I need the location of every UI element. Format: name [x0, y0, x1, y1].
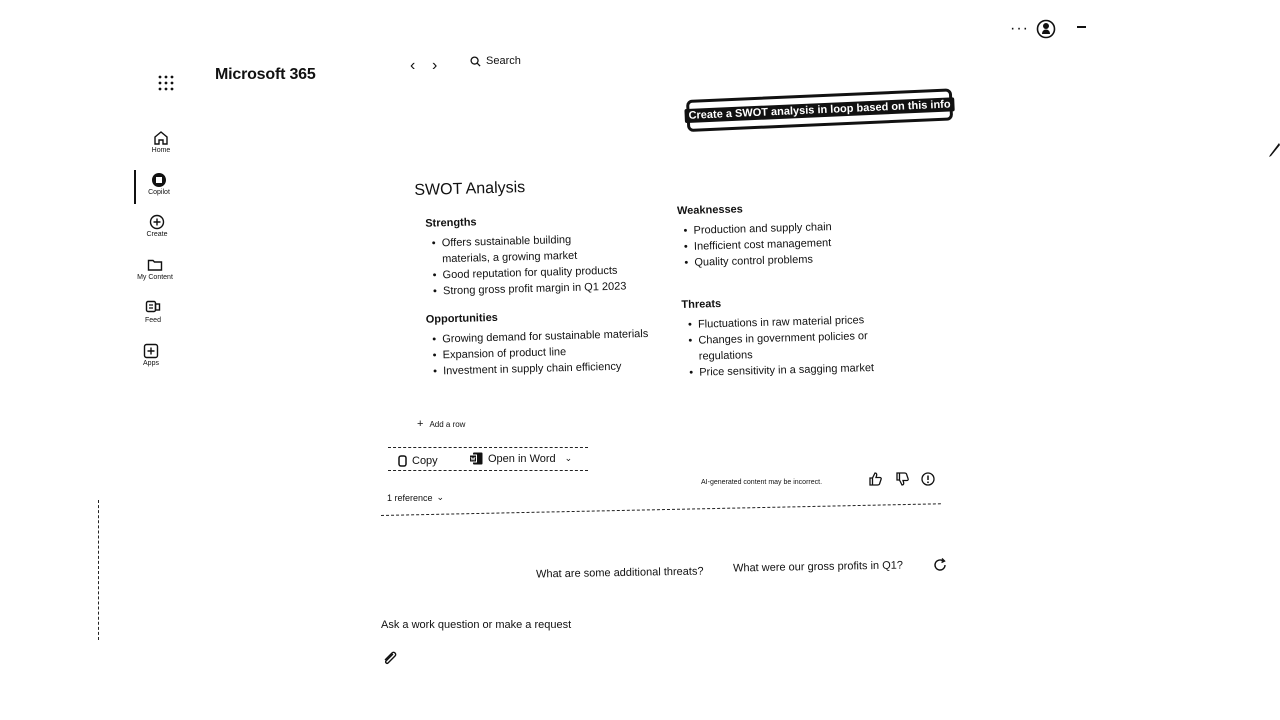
opportunities-section	[426, 307, 668, 379]
report-icon[interactable]	[921, 472, 935, 486]
rail-item-apps[interactable]	[126, 343, 176, 367]
threats-heading: Threats	[681, 298, 722, 312]
thumbs-down-icon[interactable]	[895, 472, 909, 486]
rail-label-home: Home	[151, 147, 171, 154]
app-launcher-icon[interactable]	[158, 75, 174, 91]
list-item: • Inefficient cost management	[694, 233, 918, 255]
more-options-button[interactable]: ···	[1010, 20, 1029, 37]
swot-title: SWOT Analysis	[414, 179, 526, 199]
rail-label-my-content: My Content	[137, 274, 173, 281]
open-in-word-button[interactable]	[469, 452, 572, 465]
strengths-section	[425, 211, 667, 299]
ai-disclaimer: AI-generated content may be incorrect.	[701, 479, 823, 486]
minimize-button[interactable]	[1077, 26, 1086, 28]
brand-title: Microsoft 365	[215, 66, 316, 83]
list-item: • Growing demand for sustainable materials	[442, 325, 666, 347]
user-prompt-text: Create a SWOT analysis in loop based on this info	[684, 97, 955, 123]
copilot-icon	[151, 172, 167, 188]
rail-label-copilot: Copilot	[148, 189, 170, 196]
divider	[388, 470, 588, 471]
search-icon	[470, 56, 481, 67]
list-item: • Production and supply chain	[693, 217, 917, 239]
rail-label-apps: Apps	[143, 360, 159, 367]
pen-icon	[1268, 142, 1280, 158]
folder-icon	[147, 257, 163, 273]
list-item: • Expansion of product line	[442, 341, 666, 363]
list-item: • Quality control problems	[694, 249, 918, 271]
add-row-button[interactable]	[417, 418, 465, 430]
weaknesses-heading: Weaknesses	[676, 203, 744, 218]
list-item: • Fluctuations in raw material prices	[698, 311, 922, 333]
strengths-heading: Strengths	[425, 216, 477, 230]
search-box[interactable]	[470, 55, 521, 67]
list-item: • Strong gross profit margin in Q1 2023	[443, 277, 667, 299]
swot-analysis	[414, 163, 900, 405]
thumbs-up-icon[interactable]	[868, 472, 882, 486]
list-item: • Price sensitivity in a sagging market	[699, 359, 923, 381]
attach-icon[interactable]	[381, 650, 399, 668]
divider	[388, 447, 588, 448]
add-row-label: Add a row	[429, 419, 466, 429]
suggestion-chip[interactable]: What are some additional threats?	[535, 565, 704, 581]
open-in-word-label: Open in Word	[488, 452, 556, 465]
plus-icon: +	[417, 418, 424, 430]
chevron-down-icon[interactable]: ⌄	[564, 453, 573, 463]
forward-button[interactable]: ›	[432, 57, 438, 74]
feed-icon	[145, 300, 161, 316]
chevron-down-icon: ⌄	[436, 492, 445, 502]
threats-section	[681, 293, 923, 381]
weaknesses-section	[677, 199, 919, 271]
rail-item-home[interactable]	[136, 130, 186, 154]
apps-icon	[143, 343, 159, 359]
decorative-line	[98, 500, 99, 640]
search-label: Search	[486, 55, 521, 67]
rail-item-my-content[interactable]	[130, 257, 180, 281]
rail-item-feed[interactable]	[128, 300, 178, 324]
response-separator	[381, 503, 941, 516]
references-toggle[interactable]	[387, 492, 444, 503]
list-item: • Good reputation for quality products	[442, 261, 666, 283]
suggestion-chip[interactable]: What were our gross profits in Q1?	[732, 559, 904, 575]
copy-label: Copy	[412, 455, 438, 467]
list-item: • Changes in government policies or regulations	[698, 328, 889, 365]
copy-icon	[398, 455, 408, 467]
list-item: • Investment in supply chain efficiency	[443, 357, 667, 379]
back-button[interactable]: ‹	[410, 57, 416, 74]
home-icon	[153, 130, 169, 146]
references-label: 1 reference	[387, 492, 433, 503]
copy-button[interactable]	[398, 455, 438, 467]
rail-item-create[interactable]	[132, 214, 182, 238]
word-icon	[469, 452, 483, 465]
opportunities-heading: Opportunities	[425, 311, 499, 326]
rail-item-copilot[interactable]	[134, 172, 184, 196]
list-item: • Offers sustainable building materials, a growing market	[442, 231, 623, 268]
user-prompt-bubble	[686, 88, 953, 132]
avatar[interactable]	[1036, 19, 1056, 39]
create-icon	[149, 214, 165, 230]
rail-label-feed: Feed	[145, 317, 161, 324]
rail-label-create: Create	[146, 231, 168, 238]
chat-input[interactable]: Ask a work question or make a request	[381, 619, 572, 631]
refresh-icon[interactable]	[932, 557, 948, 573]
